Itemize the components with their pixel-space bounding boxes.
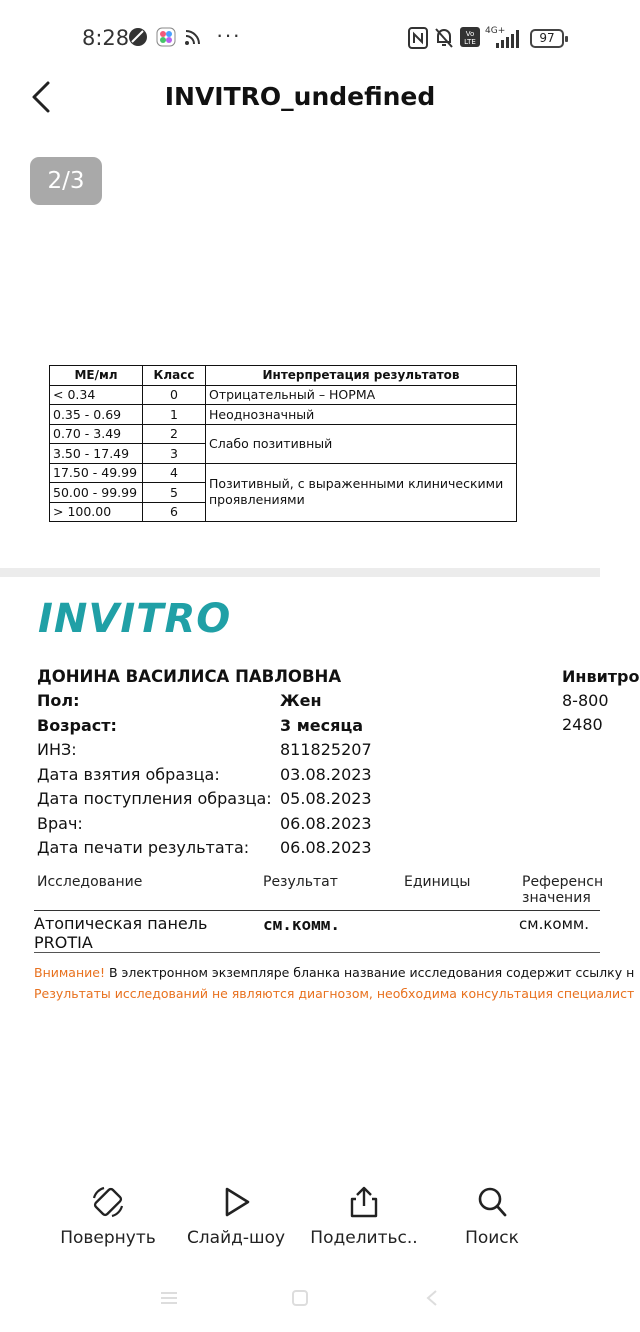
info-value: 05.08.2023 [280,789,372,808]
back-nav-icon[interactable] [425,1289,439,1307]
reference-value: см.комм. [519,915,589,933]
class-cell: 4 [143,463,206,483]
interpretation-cell: Неоднозначный [206,405,517,425]
interpretation-cell: Слабо позитивный [206,424,517,463]
info-row-doctor [37,814,597,838]
class-cell: 0 [143,385,206,405]
app-icon [156,27,176,47]
rotate-icon [90,1184,126,1220]
range-cell: 3.50 - 17.49 [50,444,143,464]
share-label: Поделитьс.. [310,1228,418,1248]
search-button[interactable] [427,1184,557,1248]
range-cell: < 0.34 [50,385,143,405]
range-cell: 0.35 - 0.69 [50,405,143,425]
column-header-reference-line2: значения [522,890,591,906]
info-label: Врач: [37,814,83,833]
document-title: INVITRO_undefined [164,82,436,111]
bell-muted-icon [434,27,454,49]
study-name: Атопическая панель [34,914,208,933]
volte-icon [460,27,480,47]
menu-icon[interactable] [160,1290,178,1306]
slideshow-label: Слайд-шоу [186,1228,286,1248]
info-row-receipt-date [37,789,597,813]
table-row [50,385,517,405]
table-header-cell: МЕ/мл [50,366,143,386]
status-time: 8:28 [82,26,130,50]
search-label: Поиск [465,1228,519,1248]
class-cell: 6 [143,502,206,522]
page-divider [0,568,600,577]
info-label: Дата печати результата: [37,838,250,857]
table-row [50,463,517,483]
status-bar [0,0,600,78]
info-label: ИНЗ: [37,740,77,759]
info-row-sample-date [37,765,597,789]
rotate-label: Повернуть [60,1228,156,1248]
info-value: 3 месяца [280,716,364,735]
result-value: см.комм. [263,915,341,934]
info-row-sex [37,691,597,715]
table-header-row [50,366,517,386]
range-cell: 0.70 - 3.49 [50,424,143,444]
table-row [50,405,517,425]
info-label: Дата взятия образца: [37,765,220,784]
share-icon [346,1184,382,1220]
class-cell: 5 [143,483,206,503]
page-indicator-badge: 2/3 [30,157,102,205]
moon-icon [128,27,148,47]
battery-indicator: 97 [530,29,564,48]
reference-table [49,365,517,522]
table-header-cell: Интерпретация результатов [206,366,517,386]
network-type: 4G+ [485,26,506,36]
results-bottom-line [34,952,600,953]
range-cell: 17.50 - 49.99 [50,463,143,483]
info-value: 06.08.2023 [280,838,372,857]
system-nav-bar [0,1280,600,1320]
rotate-button[interactable] [43,1184,173,1248]
slideshow-button[interactable] [171,1184,301,1248]
results-divider [34,910,600,911]
invitro-logo: INVITRO [38,596,232,642]
column-header-units: Единицы [404,874,471,890]
more-notifications-icon: ··· [216,22,241,47]
class-cell: 1 [143,405,206,425]
info-label: Пол: [37,691,80,710]
info-value: 06.08.2023 [280,814,372,833]
patient-name: ДОНИНА ВАСИЛИСА ПАВЛОВНА [37,667,342,686]
warning-label: Внимание! [34,965,105,980]
interpretation-cell: Позитивный, с выраженными клиническими проявлениями [206,463,517,522]
class-cell: 2 [143,424,206,444]
info-row-age [37,716,597,740]
info-value: Жен [280,691,322,710]
column-header-study: Исследование [37,874,143,890]
search-icon [474,1184,510,1220]
nfc-icon [408,27,428,49]
info-row-inz [37,740,597,764]
lab-name: Инвитро [562,667,640,686]
warning-note [34,965,634,980]
table-row [50,424,517,444]
info-value: 811825207 [280,740,372,759]
svg-text:LTE: LTE [464,38,476,46]
signal-icon [496,30,522,48]
info-value: 03.08.2023 [280,765,372,784]
lab-phone-cont: 2480 [562,715,603,734]
column-header-result: Результат [263,874,338,890]
column-header-reference: Референсн [522,874,604,890]
interpretation-cell: Отрицательный – НОРМА [206,385,517,405]
info-label: Возраст: [37,716,117,735]
disclaimer-note: Результаты исследований не являются диагнозом, необходима консультация специалист [34,986,635,1001]
info-label: Дата поступления образца: [37,789,272,808]
info-row-print-date [37,838,597,862]
lab-phone: 8-800 [562,691,609,710]
svg-text:Vo: Vo [465,30,475,38]
class-cell: 3 [143,444,206,464]
table-header-cell: Класс [143,366,206,386]
play-icon [218,1184,254,1220]
warning-text: В электронном экземпляре бланка название исследования содержит ссылку н [104,965,635,980]
range-cell: > 100.00 [50,502,143,522]
range-cell: 50.00 - 99.99 [50,483,143,503]
cast-icon [184,27,202,47]
home-icon[interactable] [291,1289,309,1307]
study-name-line2: PROTIA [34,933,93,952]
share-button[interactable] [299,1184,429,1248]
